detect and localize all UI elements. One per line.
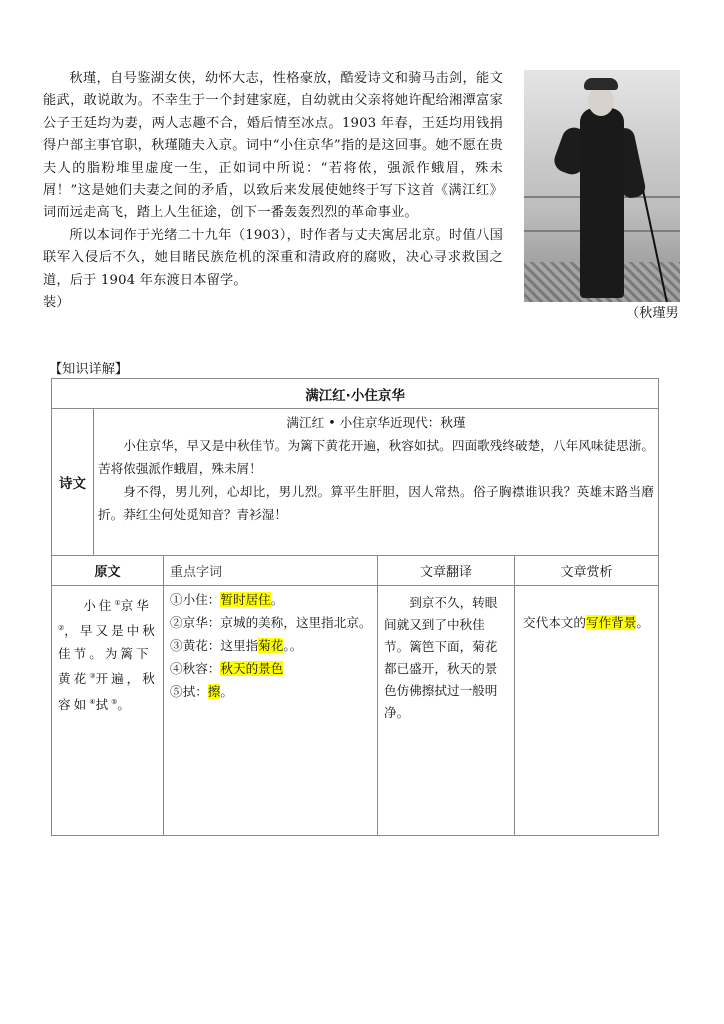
photo-head: [588, 86, 614, 116]
appreciation-highlight: 写作背景: [585, 615, 637, 630]
note-plain: 这里指: [220, 638, 259, 653]
translation-text: 到京不久，转眼间就又到了中秋佳节。篱笆下面，菊花都已盛开，秋天的景色仿佛擦拭过一般明净。: [384, 595, 498, 720]
footnote-2: ②: [58, 624, 65, 633]
portrait-photo: [524, 70, 680, 302]
note-plain: 京城的美称，这里指北京。: [220, 615, 372, 630]
note-2: [170, 613, 373, 633]
translation-cell: [378, 586, 515, 836]
note-5: [170, 682, 373, 702]
orig-seg: ，早又是中秋佳节。为篱下黄花: [58, 623, 158, 687]
note-after: 。。: [283, 638, 303, 653]
poem-label: 诗文: [52, 409, 94, 556]
note-4: [170, 659, 373, 679]
knowledge-table: [51, 378, 659, 836]
note-term: ④秋容：: [170, 661, 221, 676]
poem-text: [94, 409, 659, 556]
orig-seg: 拭: [95, 696, 112, 712]
keywords-cell: [164, 586, 378, 836]
note-highlight: 暂时居住: [220, 592, 271, 607]
header-translation: 文章翻译: [378, 556, 515, 586]
poem-title: 满江红 • 小住京华近现代：秋瑾: [286, 415, 466, 430]
footnote-4: ④: [89, 697, 96, 706]
poem-paragraph-1: 小住京华，早又是中秋佳节。为篱下黄花开遍，秋容如拭。四面歌残终破楚，八年风味徒思浙。苦将侬强派作蛾眉，殊未屑！: [98, 438, 655, 476]
orig-seg: 开遍，秋容如: [58, 671, 158, 712]
intro-text: [43, 68, 503, 314]
footnote-5: ⑤: [111, 697, 118, 706]
note-term: ②京华：: [170, 615, 221, 630]
intro-paragraph-1: 秋瑾，自号鉴湖女侠，幼怀大志，性格豪放，酷爱诗文和骑马击剑，能文能武，敢说敢为。不幸生于一个封建家庭，自幼就由父亲将她许配给湘潭富家公子王廷均为妻，两人志趣不合，婚后情至冰点。1903 年春，王廷均用钱捐得户部主事官职，秋瑾随夫入京。词中“小住京华”指的是这回事。她不愿在贵夫人的脂粉堆里虚度一生，正如词中所说：“若将侬，强派作蛾眉，殊未屑！”这是她们夫妻之间的矛盾，以致后来发展使她终于写下这首《满江红》词而远走高飞，踏上人生征途，创下一番轰轰烈烈的革命事业。: [43, 71, 503, 221]
caption-continuation: 装）: [43, 295, 70, 311]
orig-seg: 。: [117, 696, 133, 712]
header-keywords: 重点字词: [164, 556, 378, 586]
note-after: 。: [270, 592, 284, 607]
note-term: ③黄花：: [170, 638, 221, 653]
footnote-1: ①: [114, 599, 121, 607]
note-highlight: 秋天的景色: [220, 661, 284, 676]
appreciation-cell: [515, 586, 659, 836]
photo-caption: （秋瑾男: [626, 306, 679, 321]
note-3: [170, 636, 373, 656]
orig-seg: 小住: [83, 598, 115, 614]
photo-hat: [584, 78, 618, 90]
note-1: [170, 590, 373, 610]
appreciation-text: 交代本文的: [523, 615, 586, 630]
orig-seg: 京华: [120, 598, 152, 614]
table-title: 满江红·小住京华: [52, 379, 659, 409]
note-term: ⑤拭：: [170, 684, 208, 699]
photo-figure: [580, 108, 624, 298]
note-highlight: 擦: [207, 684, 221, 699]
poem-paragraph-2: 身不得，男儿列，心却比，男儿烈。算平生肝胆，因人常热。俗子胸襟谁识我？英雄末路当磨折。莽红尘何处觅知音？青衫湿！: [98, 484, 655, 522]
appreciation-after: 。: [636, 615, 649, 630]
header-original: 原文: [52, 556, 164, 586]
header-appreciation: 文章赏析: [515, 556, 659, 586]
footnote-3: ③: [89, 672, 96, 681]
note-after: 。: [220, 684, 233, 699]
note-highlight: 菊花: [258, 638, 284, 653]
section-label: 【知识详解】: [49, 362, 129, 377]
original-text-cell: [52, 586, 164, 836]
note-term: ①小住：: [170, 592, 221, 607]
intro-paragraph-2: 所以本词作于光绪二十九年（1903），时作者与丈夫寓居北京。时值八国联军入侵后不久，她目睹民族危机的深重和清政府的腐败，决心寻求救国之道，后于 1904 年东渡日本留学。: [43, 227, 503, 288]
